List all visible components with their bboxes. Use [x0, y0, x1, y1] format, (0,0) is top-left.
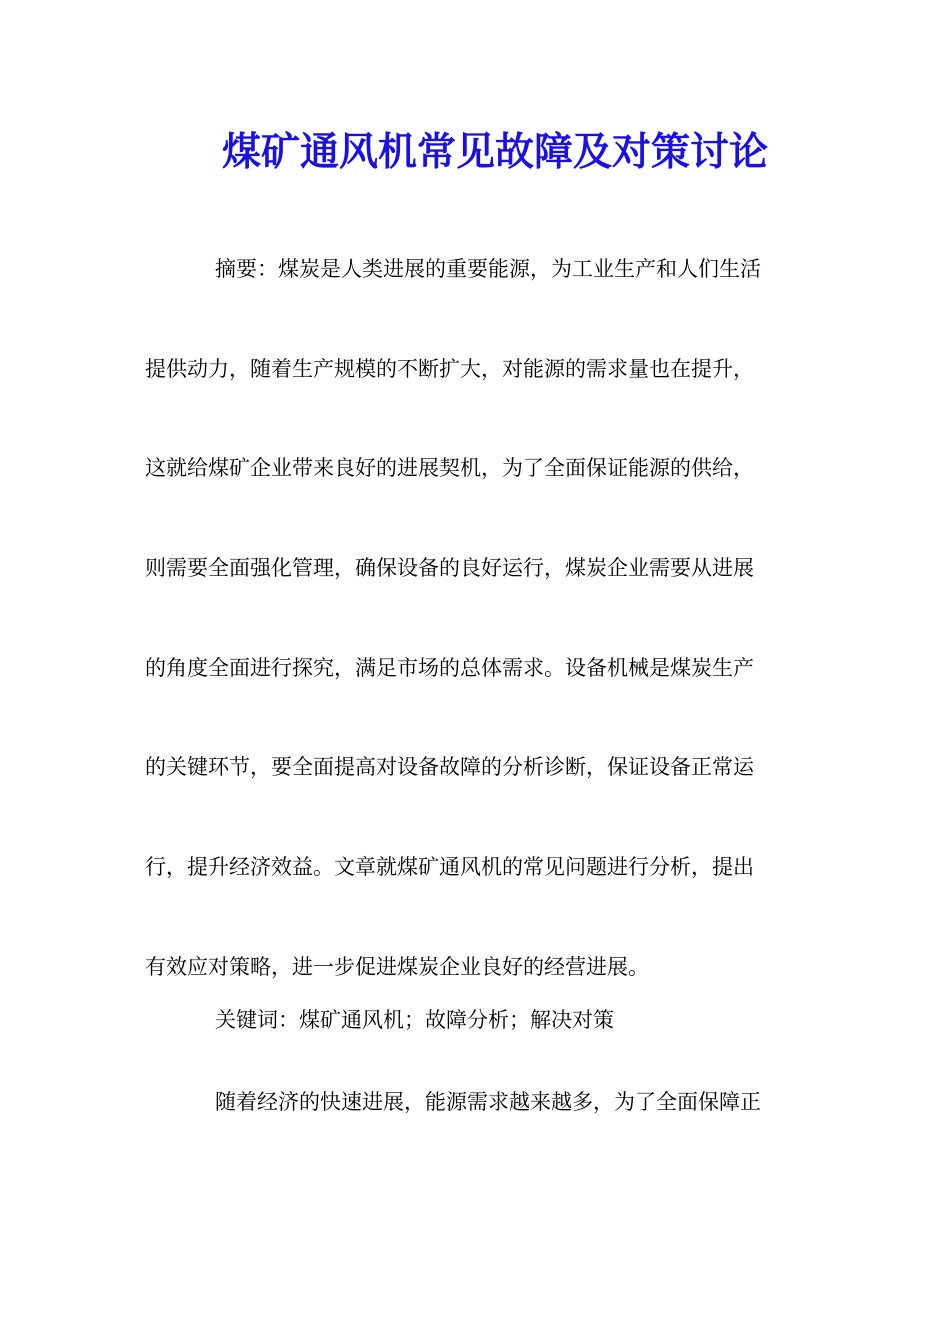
abstract-line: 这就给煤矿企业带来良好的进展契机，为了全面保证能源的供给，: [145, 456, 754, 481]
intro-paragraph-line: 随着经济的快速进展，能源需求越来越多，为了全面保障正: [215, 1090, 761, 1114]
abstract-line: 的角度全面进行探究，满足市场的总体需求。设备机械是煤炭生产: [145, 655, 754, 680]
abstract-line: 有效应对策略，进一步促进煤炭企业良好的经营进展。: [145, 954, 649, 979]
keywords-line: 关键词：煤矿通风机；故障分析；解决对策: [215, 1008, 614, 1032]
abstract-line: 行，提升经济效益。文章就煤矿通风机的常见问题进行分析，提出: [145, 855, 754, 880]
document-title: 煤矿通风机常见故障及对策讨论: [221, 129, 768, 175]
abstract-line: 的关键环节，要全面提高对设备故障的分析诊断，保证设备正常运: [145, 755, 754, 780]
abstract-line: 提供动力，随着生产规模的不断扩大，对能源的需求量也在提升，: [145, 356, 754, 381]
abstract-paragraph: [145, 220, 805, 1018]
abstract-line: 摘要：煤炭是人类进展的重要能源，为工业生产和人们生活: [215, 257, 761, 281]
abstract-line: 则需要全面强化管理，确保设备的良好运行，煤炭企业需要从进展: [145, 556, 754, 581]
